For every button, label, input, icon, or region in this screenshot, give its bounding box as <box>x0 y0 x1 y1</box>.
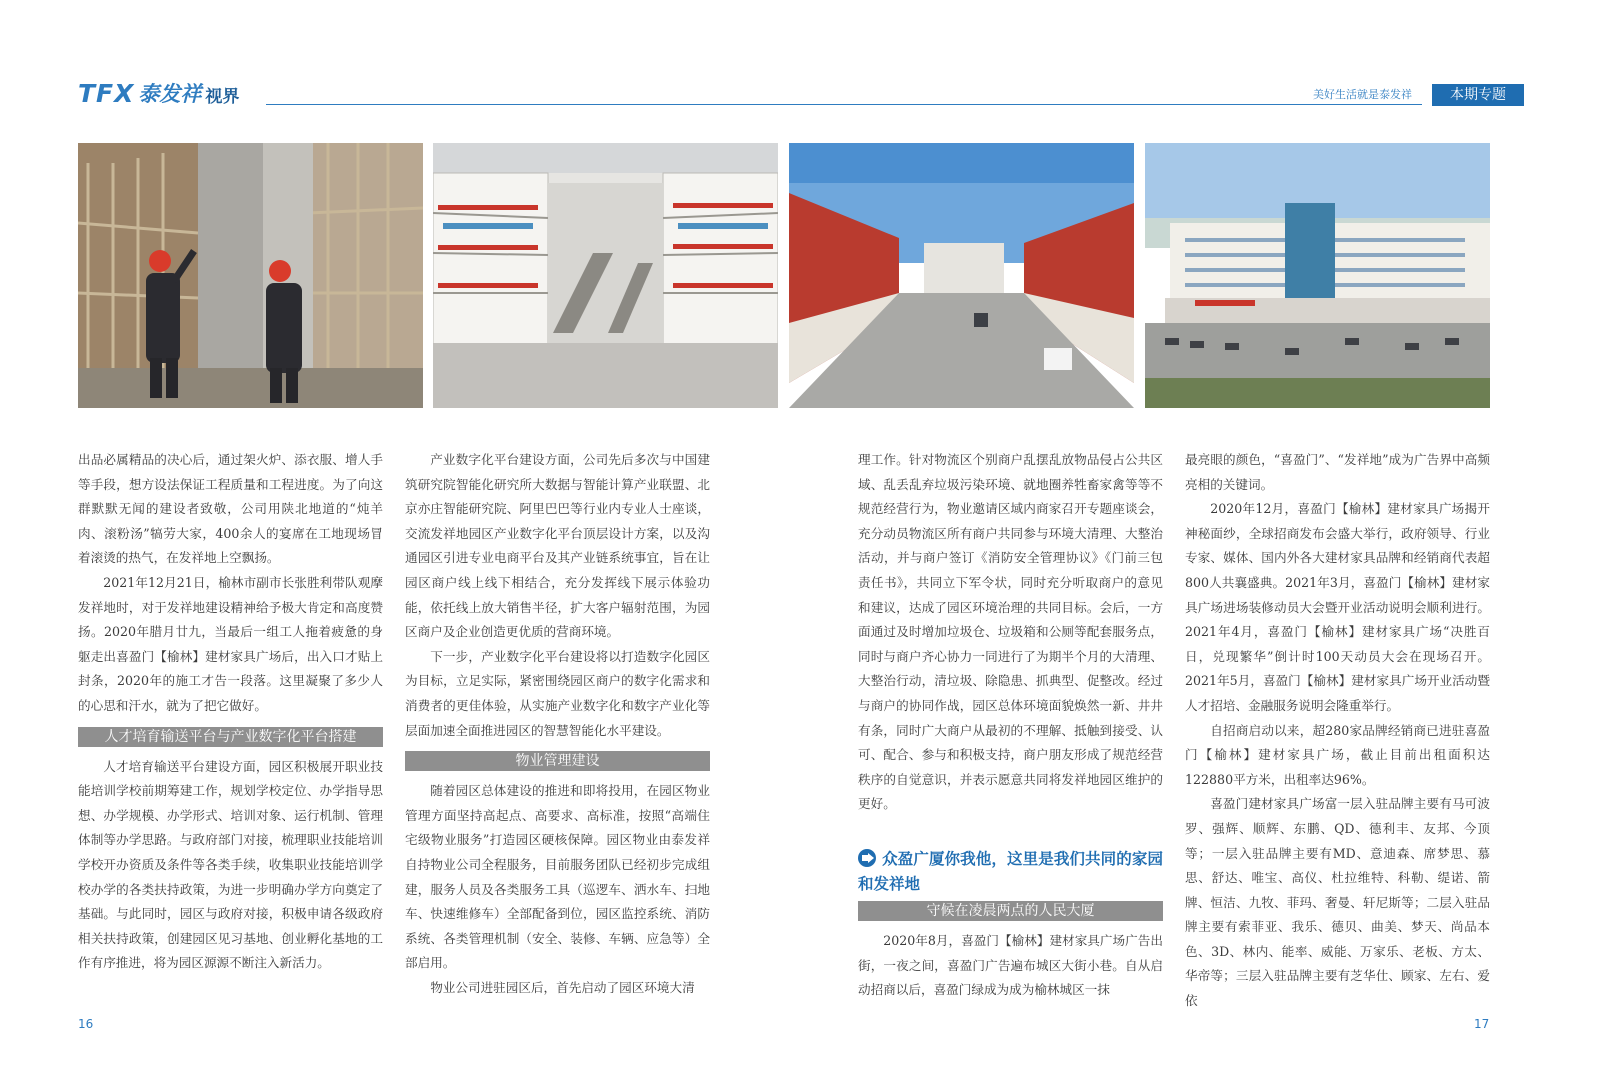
photo-street-buildings <box>789 143 1134 408</box>
col3-paragraph-2: 2020年8月，喜盈门【榆林】建材家具广场广告出街，一夜之间，喜盈门广告遍布城区大街小巷。自从启动招商以后，喜盈门绿成为成为榆林城区一抹 <box>858 932 1163 998</box>
feature-heading <box>858 847 1163 897</box>
text-column-3 <box>858 448 1163 1003</box>
slogan: 美好生活就是泰发祥 <box>1313 88 1412 101</box>
col4-paragraph-1: 最亮眼的颜色，“喜盈门”、“发祥地”成为广告界中高频亮相的关键词。 <box>1185 452 1490 492</box>
col2-paragraph-2: 下一步，产业数字化平台建设将以打造数字化园区为目标，立足实际，紧密围绕园区商户的数字化需求和消费者的更佳体验，从实施产业数字化和数字产业化等层面加速全面推进园区的智慧智能化水平建设。 <box>405 648 710 738</box>
photo-atrium-interior <box>433 143 778 408</box>
section-heading-talent: 人才培育输送平台与产业数字化平台搭建 <box>78 727 383 747</box>
section-tag: 本期专题 <box>1432 84 1524 106</box>
col3-paragraph-1: 理工作。针对物流区个别商户乱摆乱放物品侵占公共区域、乱丢乱弃垃圾污染环境、就地圈养牲畜家禽等等不规范经营行为，物业邀请区域内商家召开专题座谈会，充分动员物流区所有商户共同参与环境大清理、大整治活动，并与商户签订《消防安全管理协议》《门前三包责任书》，共同立下军令状，同时充分听取商户的意见和建议，达成了园区环境治理的共同目标。会后，一方面通过及时增加垃圾仓、垃圾箱和公厕等配套服务点，同时与商户齐心协力一同进行了为期半个月的大清理、大整治行动，清垃圾、除隐患、抓典型、促整改。经过与商户的协同作战，园区总体环境面貌焕然一新、井井有条，同时广大商户从最初的不理解、抵触到接受、认可、配合、参与和积极支持，商户朋友形成了规范经营秩序的自觉意识，并表示愿意共同将发祥地园区维护的更好。 <box>858 452 1163 812</box>
photo-aerial-plaza <box>1145 143 1490 408</box>
page-number-left: 16 <box>78 1017 94 1031</box>
arrow-right-icon <box>858 849 876 867</box>
col2-paragraph-1: 产业数字化平台建设方面，公司先后多次与中国建筑研究院智能化研究所大数据与智能计算产业联盟、北京亦庄智能研究院、阿里巴巴等行业内专业人士座谈，交流发祥地园区产业数字化平台顶层设计方案，以及沟通园区引进专业电商平台及其产业链系统事宜，旨在让园区商户线上线下相结合，充分发挥线下展示体验功能，依托线上放大销售半径，扩大客户辐射范围，为园区商户及企业创造更优质的营商环境。 <box>405 452 710 640</box>
col1-paragraph-3: 人才培育输送平台建设方面，园区积极展开职业技能培训学校前期筹建工作，规划学校定位、办学指导思想、办学规模、办学形式、培训对象、运行机制、管理体制等办学思路。与政府部门对接，梳理职业技能培训学校开办资质及条件等各类手续，收集职业技能培训学校办学的各类扶持政策，为进一步明确办学方向奠定了基础。与此同时，园区与政府对接，积极申请各级政府相关扶持政策，创建园区见习基地、创业孵化基地的工作有序推进，将为园区源源不断注入新活力。 <box>78 758 383 971</box>
text-column-1 <box>78 448 383 976</box>
col4-paragraph-4: 喜盈门建材家具广场富一层入驻品牌主要有马可波罗、强辉、顺辉、东鹏、QD、德利丰、友邦、今顶等；一层入驻品牌主要有MD、意迪森、席梦思、慕思、舒达、唯宝、高仪、杜拉维特、科勒、缇诺、箭牌、恒洁、九牧、菲玛、奢曼、轩尼斯等；二层入驻品牌主要有索菲亚、我乐、德贝、曲美、梦天、尚品本色、3D、林内、能率、威能、万家乐、老板、方太、华帝等；三层入驻品牌主要有芝华仕、顾家、左右、爱依 <box>1185 796 1490 1009</box>
text-column-2 <box>405 448 710 1000</box>
logo-view: 视界 <box>205 87 240 107</box>
section-heading-tower: 守候在凌晨两点的人民大厦 <box>858 901 1163 921</box>
col2-paragraph-3: 随着园区总体建设的推进和即将投用，在园区物业管理方面坚持高起点、高要求、高标准，按照“高端住宅级物业服务”打造园区硬核保障。园区物业由泰发祥自持物业公司全程服务，目前服务团队已经初步完成组建，服务人员及各类服务工具（巡逻车、洒水车、扫地车、快速维修车）全部配备到位，园区监控系统、消防系统、各类管理机制（安全、装修、车辆、应急等）全部启用。 <box>405 783 710 971</box>
col1-paragraph-2: 2021年12月21日，榆林市副市长张胜利带队观摩发祥地时，对于发祥地建设精神给予极大肯定和高度赞扬。2020年腊月廿九，当最后一组工人拖着疲惫的身躯走出喜盈门【榆林】建材家具广场后，出入口才贴上封条，2020年的施工才告一段落。这里凝聚了多少人的心思和汗水，就为了把它做好。 <box>78 574 383 713</box>
text-column-4 <box>1185 448 1490 1014</box>
page-number-right: 17 <box>1474 1017 1490 1031</box>
col2-paragraph-4: 物业公司进驻园区后，首先启动了园区环境大清 <box>430 979 695 995</box>
logo-tfx: TFX <box>78 78 135 108</box>
header-rule <box>266 104 1422 105</box>
section-heading-property: 物业管理建设 <box>405 751 710 771</box>
col4-paragraph-2: 2020年12月，喜盈门【榆林】建材家具广场揭开神秘面纱，全球招商发布会盛大举行，政府领导、行业专家、媒体、国内外各大建材家具品牌和经销商代表超800人共襄盛典。2021年3月，喜盈门【榆林】建材家具广场进场装修动员大会暨开业活动说明会顺利进行。2021年4月，喜盈门【榆林】建材家具广场“决胜百日，兑现繁华”倒计时100天动员大会在现场召开。2021年5月，喜盈门【榆林】建材家具广场开业活动暨人才招培、金融服务说明会隆重举行。 <box>1185 501 1490 713</box>
col1-paragraph-1: 出品必属精品的决心后，通过架火炉、添衣服、增人手等手段，想方设法保证工程质量和工程进度。为了向这群默默无闻的建设者致敬，公司用陕北地道的“炖羊肉、滚粉汤”犒劳大家，400余人的宴席在工地现场冒着滚烫的热气，在发祥地上空飘扬。 <box>78 452 383 566</box>
logo-brand: 泰发祥 <box>138 82 202 106</box>
col4-paragraph-3: 自招商启动以来，超280家品牌经销商已进驻喜盈门【榆林】建材家具广场，截止目前出租面积达122880平方米，出租率达96%。 <box>1185 722 1490 787</box>
feature-heading-text: 众盈广厦你我他，这里是我们共同的家园和发祥地 <box>858 849 1163 893</box>
magazine-logo <box>78 80 239 106</box>
photo-construction-workers <box>78 143 423 408</box>
page-header <box>78 78 1524 108</box>
